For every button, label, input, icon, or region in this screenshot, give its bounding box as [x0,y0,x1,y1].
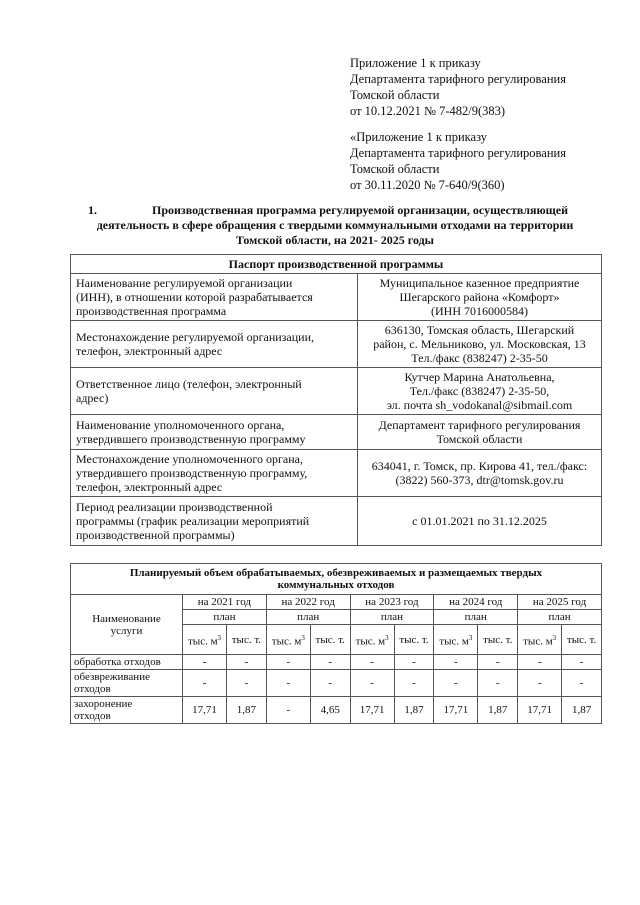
value-line: Муниципальное казенное предприятие [379,276,580,290]
label-line: (ИНН), в отношении которой разрабатывается [76,290,313,304]
value-cell: - [394,655,434,670]
table-row [71,655,602,670]
section-number: 1. [88,203,97,217]
year-header: на 2023 год [350,595,434,610]
passport-table [70,254,602,546]
value-line: Томской области [436,432,523,446]
value-line: 634041, г. Томск, пр. Кирова 41, тел./факс: [371,459,588,473]
value-cell: - [266,655,310,670]
value-cell: - [350,655,394,670]
table-row [71,670,602,697]
label-line: утвердившего производственную программу [76,432,306,446]
value-cell: - [183,655,227,670]
section-title-line: Производственная программа регулируемой организации, осуществляющей [152,203,568,217]
plan-header: план [183,610,267,625]
table-row [71,415,602,450]
unit-mass: тыс. т. [562,625,602,655]
section-title [68,203,602,248]
section-title-line: Томской области, на 2021- 2025 годы [235,233,435,247]
passport-label [71,321,358,368]
label-line: производственная программа [76,304,227,318]
annex-line: Департамента тарифного регулирования [350,72,566,86]
value-cell: - [478,670,518,697]
value-cell: 1,87 [394,697,434,724]
plan-header: план [518,610,602,625]
volume-caption [71,564,602,595]
annex-line: Томской области [350,162,440,176]
value-line: Тел./факс (838247) 2-35-50 [411,351,548,365]
value-cell: - [310,670,350,697]
passport-value [358,274,602,321]
table-row [71,321,602,368]
annex-line: Приложение 1 к приказу [350,56,481,70]
unit-mass: тыс. т. [478,625,518,655]
year-header: на 2025 год [518,595,602,610]
unit-volume: тыс. $м^3$ [266,625,310,655]
label-line: Наименование регулируемой организации [76,276,293,290]
value-line: Департамент тарифного регулирования [378,418,581,432]
value-cell: - [183,670,227,697]
value-cell: 1,87 [478,697,518,724]
passport-value [358,321,602,368]
table-row [71,497,602,546]
plan-header: план [350,610,434,625]
annex-line: от 30.11.2020 № 7-640/9(360) [350,178,505,192]
table-row [71,368,602,415]
label-line: Местонахождение регулируемой организации, [76,330,315,344]
unit-volume: тыс. $м^3$ [350,625,394,655]
header-line: Наименование [92,612,161,625]
label-line: адрес) [76,391,109,405]
passport-label [71,368,358,415]
plan-header: план [434,610,518,625]
label-line: Местонахождение уполномоченного органа, [76,452,303,466]
year-header: на 2022 год [266,595,350,610]
unit-volume: тыс. $м^3$ [518,625,562,655]
value-cell: - [518,655,562,670]
value-cell: 17,71 [434,697,478,724]
table-row [71,450,602,497]
annex-headers [350,55,620,193]
caption-line: Планируемый объем обрабатываемых, обезвреживаемых и размещаемых твердых [129,567,543,579]
label-line: Период реализации производственной [76,500,273,514]
plan-header: план [266,610,350,625]
annex-current-header [350,55,620,119]
year-header: на 2024 год [434,595,518,610]
annex-previous-header [350,129,620,193]
value-line: район, с. Мельниково, ул. Московская, 13 [373,337,586,351]
section-title-line: деятельность в сфере обращения с твердыми коммунальными отходами на территории [96,218,574,232]
value-cell: - [478,655,518,670]
value-cell: - [518,670,562,697]
annex-line: Департамента тарифного регулирования [350,146,566,160]
table-row [71,274,602,321]
passport-label [71,274,358,321]
value-cell: - [562,655,602,670]
value-line: Кутчер Марина Анатольевна, [404,370,555,384]
unit-volume: тыс. $м^3$ [183,625,227,655]
label-line: производственной программы) [76,528,235,542]
passport-label [71,497,358,546]
unit-mass: тыс. т. [394,625,434,655]
value-line: (3822) 560-373, dtr@tomsk.gov.ru [395,473,564,487]
year-header: на 2021 год [183,595,267,610]
value-cell: - [434,670,478,697]
unit-volume: тыс. $м^3$ [434,625,478,655]
annex-line: «Приложение 1 к приказу [350,130,488,144]
passport-value [358,497,602,546]
passport-label [71,450,358,497]
label-line: телефон, электронный адрес [76,344,223,358]
service-header [71,595,183,655]
table-row [71,697,602,724]
label-line: программы (график реализации мероприятий [76,514,310,528]
passport-label [71,415,358,450]
label-line: Ответственное лицо (телефон, электронный [76,377,302,391]
label-line: утвердившего производственную программу, [76,466,308,480]
waste-volume-table [70,563,602,724]
value-line: эл. почта sh_vodokanal@sibmail.com [386,398,573,412]
value-cell: - [562,670,602,697]
passport-value [358,450,602,497]
annex-line: Томской области [350,88,440,102]
value-cell: - [266,670,310,697]
value-cell: - [227,655,267,670]
unit-mass: тыс. т. [227,625,267,655]
value-line: с 01.01.2021 по 31.12.2025 [412,514,547,528]
value-line: 636130, Томская область, Шегарский [384,323,575,337]
caption-line: коммунальных отходов [277,579,395,591]
value-cell: 17,71 [518,697,562,724]
value-cell: - [227,670,267,697]
passport-value [358,368,602,415]
label-line: Наименование уполномоченного органа, [76,418,285,432]
unit-mass: тыс. т. [310,625,350,655]
value-cell: - [350,670,394,697]
value-line: Шегарского района «Комфорт» [399,290,560,304]
value-cell: 17,71 [183,697,227,724]
value-cell: - [434,655,478,670]
value-line: (ИНН 7016000584) [431,304,528,318]
label-line: телефон, электронный адрес [76,480,223,494]
value-cell: 17,71 [350,697,394,724]
passport-value [358,415,602,450]
value-cell: - [394,670,434,697]
value-cell: - [266,697,310,724]
value-cell: 1,87 [562,697,602,724]
service-name: захоронение отходов [71,697,183,724]
passport-caption: Паспорт производственной программы [71,255,602,274]
value-cell: 4,65 [310,697,350,724]
header-line: услуги [110,624,143,637]
service-name: обезвреживание отходов [71,670,183,697]
service-name: обработка отходов [71,655,183,670]
value-cell: 1,87 [227,697,267,724]
value-cell: - [310,655,350,670]
annex-line: от 10.12.2021 № 7-482/9(383) [350,104,506,118]
value-line: Тел./факс (838247) 2-35-50, [409,384,550,398]
